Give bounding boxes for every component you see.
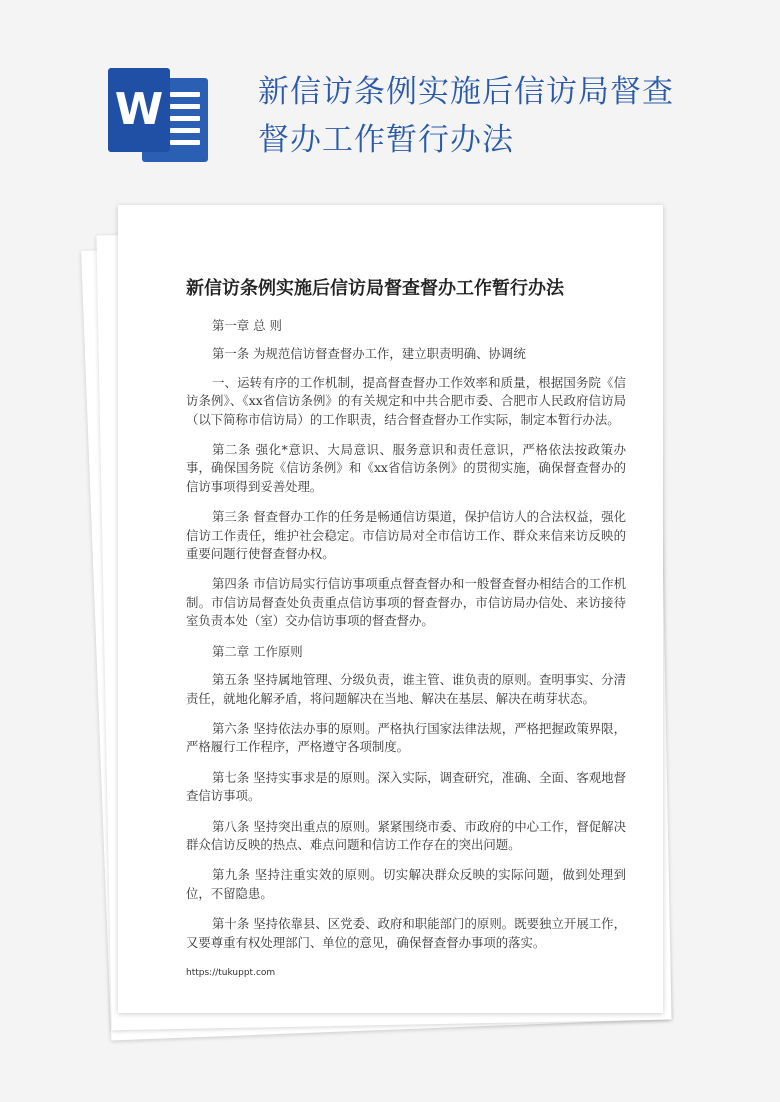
document-page — [118, 205, 663, 1013]
page-title-line-2: 督办工作暂行办法 — [258, 122, 514, 158]
article-paragraph: 一、运转有序的工作机制，提高督查督办工作效率和质量，根据国务院《信访条例》、《xx省信访条例》的有关规定和中共合肥市委、合肥市人民政府信访局（以下简称市信访局）的工作职责，结合督查督办工作实际，制定本暂行办法。 — [186, 374, 626, 427]
footer-url: https://tukuppt.com — [186, 968, 276, 978]
article-paragraph: 第三条 督查督办工作的任务是畅通信访渠道，保护信访人的合法权益，强化信访工作责任，维护社会稳定。市信访局对全市信访工作、群众来信来访反映的重要问题行使督查督办权。 — [186, 509, 626, 562]
article-paragraph: 第二条 强化*意识、大局意识、服务意识和责任意识，严格依法按政策办事，确保国务院《信访条例》和《xx省信访条例》的贯彻实施，确保督查督办的信访事项得到妥善处理。 — [186, 442, 626, 494]
article-paragraph: 第十条 坚持依靠县、区党委、政府和职能部门的原则。既要独立开展工作，又要尊重有权处理部门、单位的意见，确保督查督办事项的落实。 — [186, 916, 626, 950]
article-paragraph: 第七条 坚持实事求是的原则。深入实际，调查研究，准确、全面、客观地督查信访事项。 — [186, 769, 626, 804]
page-title — [258, 68, 678, 164]
article-paragraph: 第四条 市信访局实行信访事项重点督查督办和一般督查督办相结合的工作机制。市信访局督查处负责重点信访事项的督查督办，市信访局办信处、来访接待室负责本处（室）交办信访事项的督查督办。 — [186, 576, 626, 629]
article-paragraph: 第八条 坚持突出重点的原则。紧紧围绕市委、市政府的中心工作，督促解决群众信访反映的热点、难点问题和信访工作存在的突出问题。 — [186, 818, 626, 852]
word-logo-letter: W — [108, 68, 170, 152]
article-paragraph: 第五条 坚持属地管理、分级负责，谁主管、谁负责的原则。查明事实、分清责任，就地化解矛盾，将问题解决在当地、解决在基层、解决在萌芽状态。 — [186, 672, 626, 706]
word-document-icon — [108, 68, 210, 164]
page-title-line-1: 新信访条例实施后信访局督查 — [258, 74, 674, 110]
article-paragraph: 第六条 坚持依法办事的原则。严格执行国家法律法规，严格把握政策界限，严格履行工作程序，严格遵守各项制度。 — [186, 720, 626, 755]
article-paragraph: 第一条 为规范信访督查督办工作，建立职责明确、协调统 — [212, 346, 526, 362]
chapter-heading: 第一章 总 则 — [212, 318, 282, 333]
document-title: 新信访条例实施后信访局督查督办工作暂行办法 — [186, 278, 564, 299]
article-paragraph: 第九条 坚持注重实效的原则。切实解决群众反映的实际问题，做到处理到位，不留隐患。 — [186, 867, 626, 901]
document-body — [186, 317, 626, 964]
header — [0, 0, 780, 200]
chapter-heading: 第二章 工作原则 — [212, 643, 303, 659]
